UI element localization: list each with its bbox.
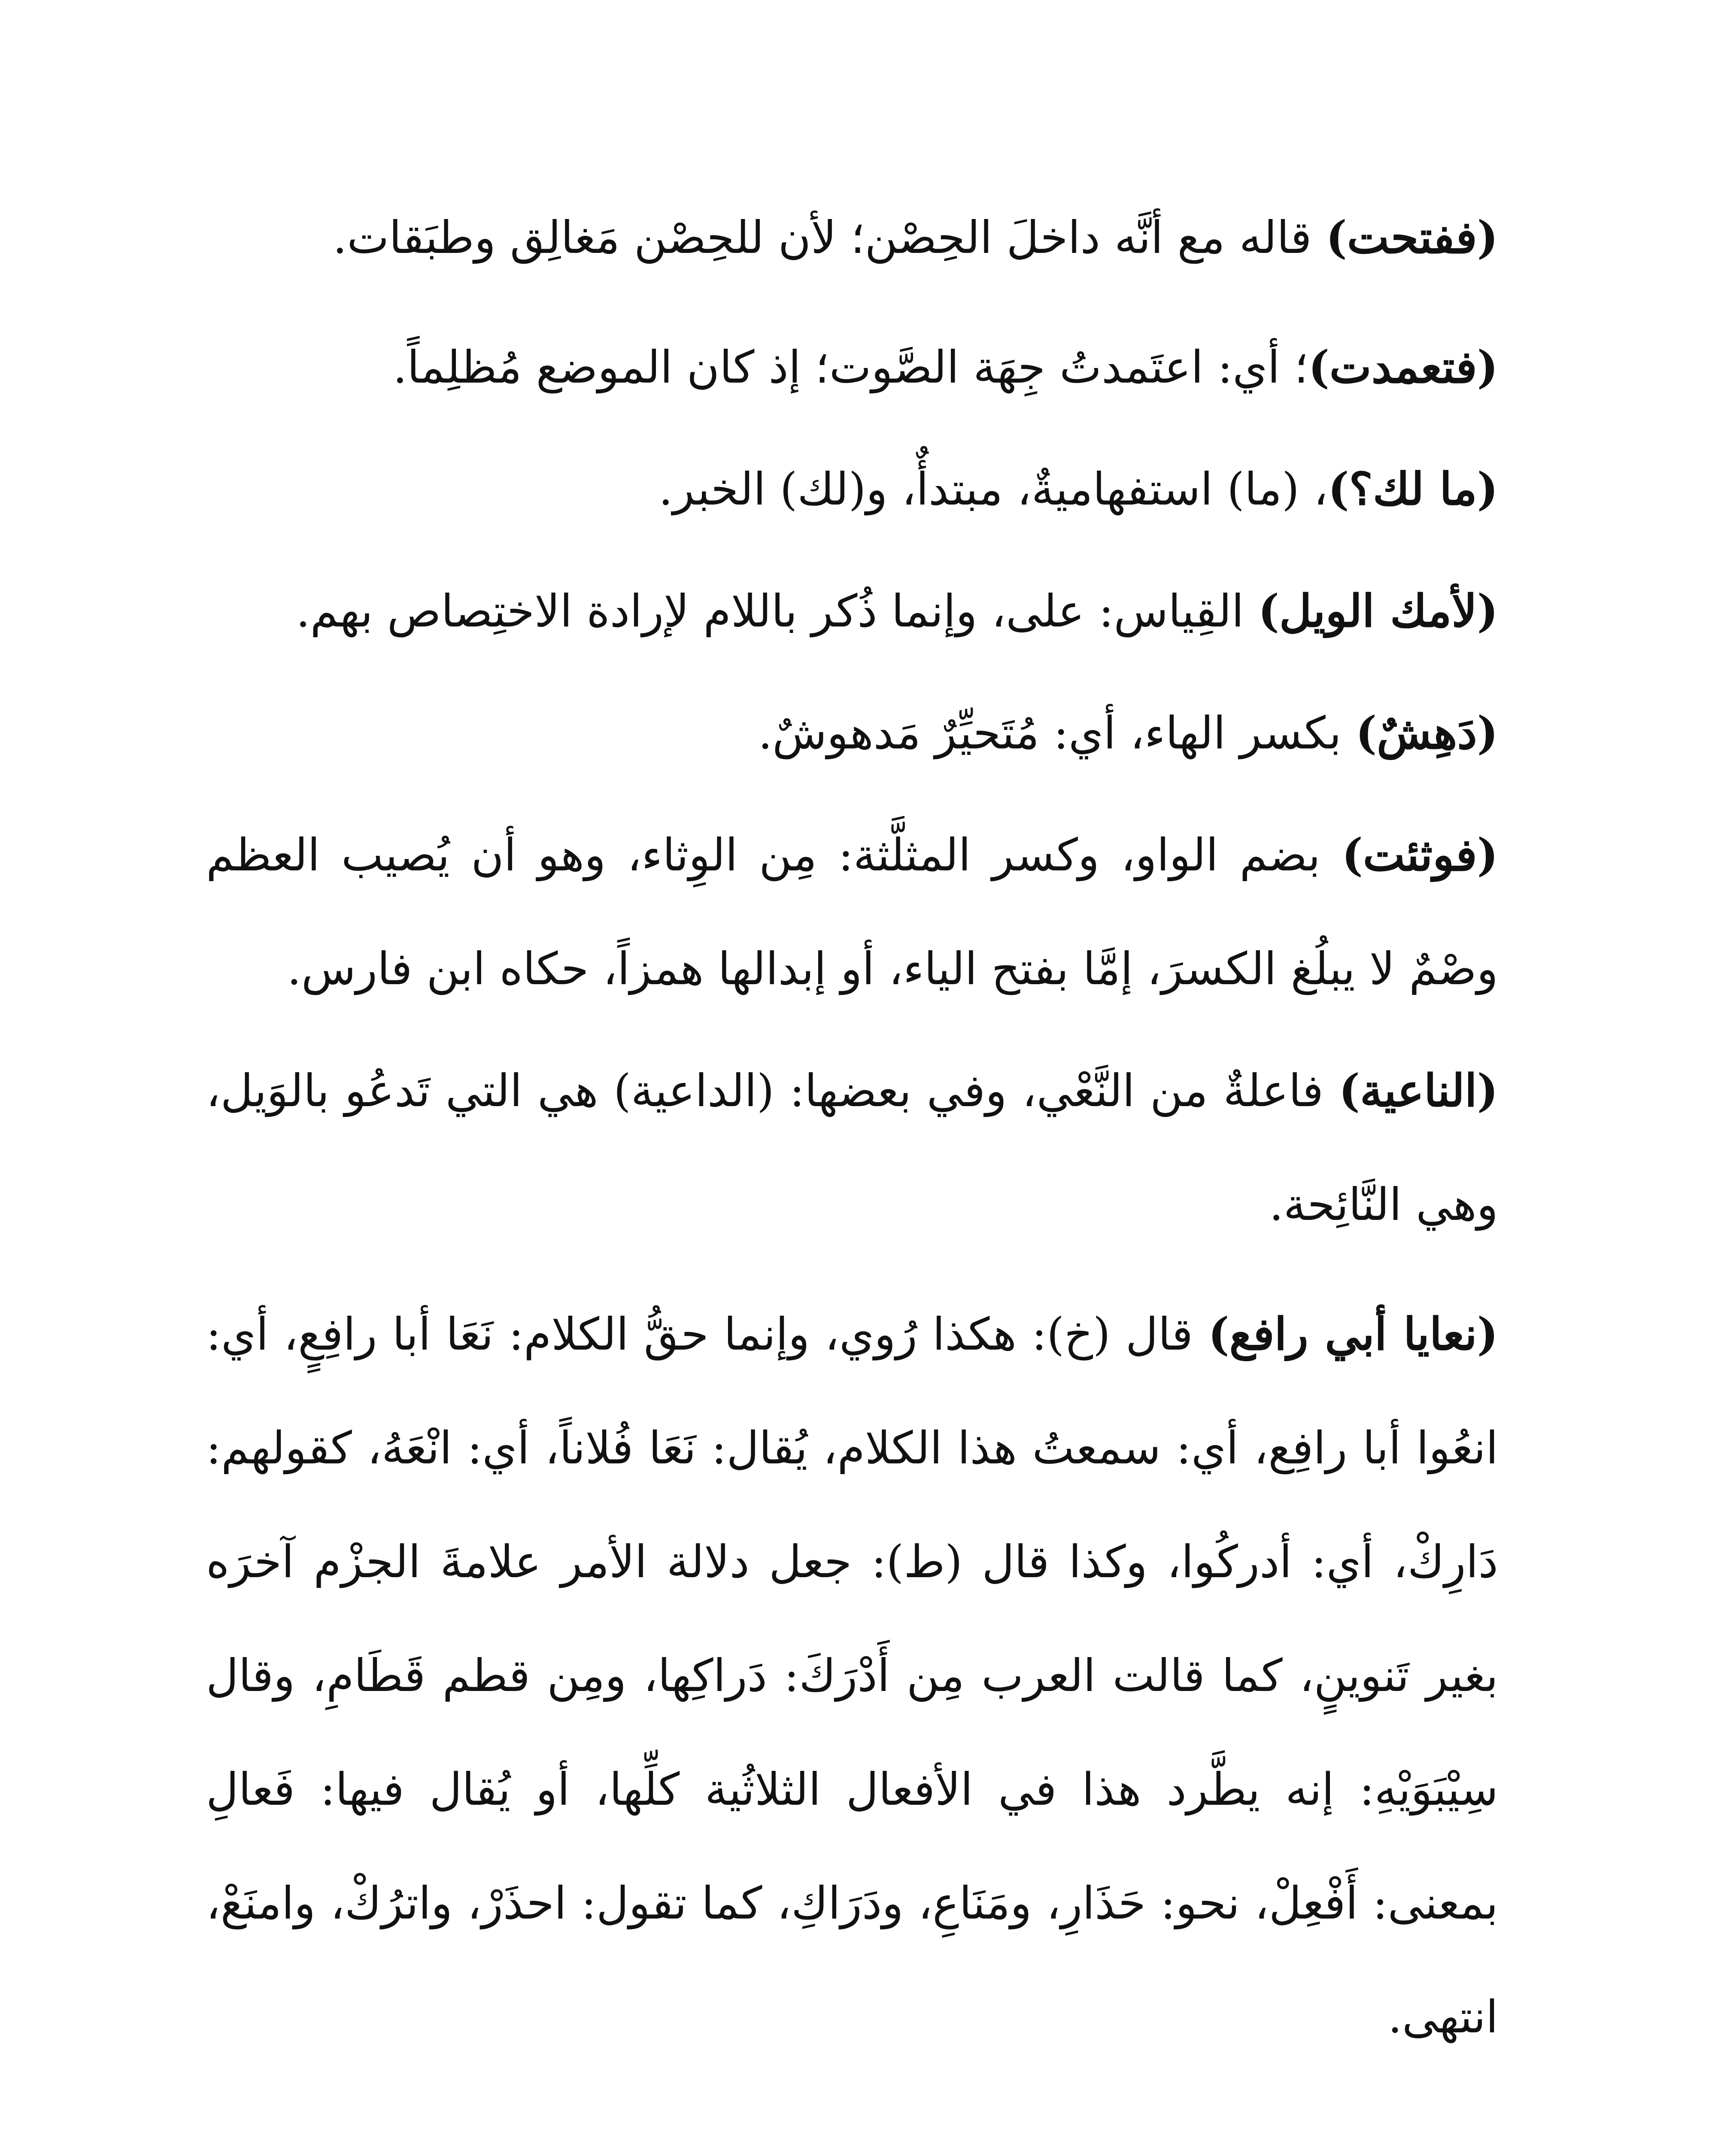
paragraph-ma-lak [206,432,1498,546]
paragraph-heading: (لأمك الويل) [1258,584,1498,637]
paragraph-naaya-abi-rafi [206,1277,1498,2074]
paragraph-text: بكسر الهاء، أي: مُتَحيِّرٌ مَدهوشٌ. [758,707,1356,759]
paragraph-heading: (فوثئت) [1341,828,1498,881]
paragraph-fataammadt [206,310,1498,424]
paragraph-fawuthiat [206,798,1498,1026]
paragraph-alnaiya [206,1034,1498,1262]
paragraph-heading: (ما لك؟) [1328,462,1498,515]
paragraph-heading: (فتعمدت) [1308,341,1498,393]
paragraph-text: بضم الواو، وكسر المثلَّثة: مِن الوِثاء، وهو أن يُصيب العظم وصْمٌ لا يبلُغ الكسرَ، إمَّا بفتح الياء، أو إبدالها همزاً، حكاه ابن فارس. [206,829,1498,995]
paragraph-li-ummik-alwail [206,554,1498,668]
paragraph-text: ؛ أي: اعتَمدتُ جِهَة الصَّوت؛ إذ كان الموضع مُظلِماً. [393,341,1308,393]
paragraph-text: فاعلةٌ من النَّعْي، وفي بعضها: (الداعية) هي التي تَدعُو بالوَيل، وهي النَّائِحة. [206,1064,1498,1231]
paragraph-text: قاله مع أنَّه داخلَ الحِصْن؛ لأن للحِصْن مَغالِق وطبَقات. [333,211,1326,264]
paragraph-text: قال (خ): هكذا رُوي، وإنما حقُّ الكلام: نَعَا أبا رافِعٍ، أي: انعُوا أبا رافِع، أي: سمعتُ هذا الكلام، يُقال: نَعَا فُلاناً، أي: انْعَهُ، كقولهم: دَارِكْ، أي: أدركُوا، وكذا قال (ط): جعل دلالة الأمر علامةَ الجزْم آخرَه بغير تَنوينٍ، كما قالت العرب مِن أَدْرَكَ: دَراكِها، ومِن قطم قَطَامِ، وقال سِيْبَوَيْهِ: إنه يطَّرد هذا في الأفعال الثلاثُية كلِّها، أو يُقال فيها: فَعالِ بمعنى: أَفْعِلْ، نحو: حَذَارِ، ومَنَاعِ، ودَرَاكِ، كما تقول: احذَرْ، واترُكْ، وامنَعْ، انتهى. [206,1308,1498,2043]
paragraph-text: القِياس: على، وإنما ذُكر باللام لإرادة الاختِصاص بهم. [296,585,1258,637]
page-body [206,180,1498,2074]
paragraph-text: ، (ما) استفهاميةٌ، مبتدأٌ، و(لك) الخبر. [659,463,1328,515]
paragraph-heading: (نعايا أبي رافع) [1208,1308,1498,1360]
paragraph-heading: (الناعية) [1338,1064,1498,1117]
paragraph-dahish [206,676,1498,790]
paragraph-fafatahat [206,180,1498,295]
paragraph-heading: (ففتحت) [1326,211,1498,264]
paragraph-heading: (دَهِشٌ) [1355,706,1498,759]
